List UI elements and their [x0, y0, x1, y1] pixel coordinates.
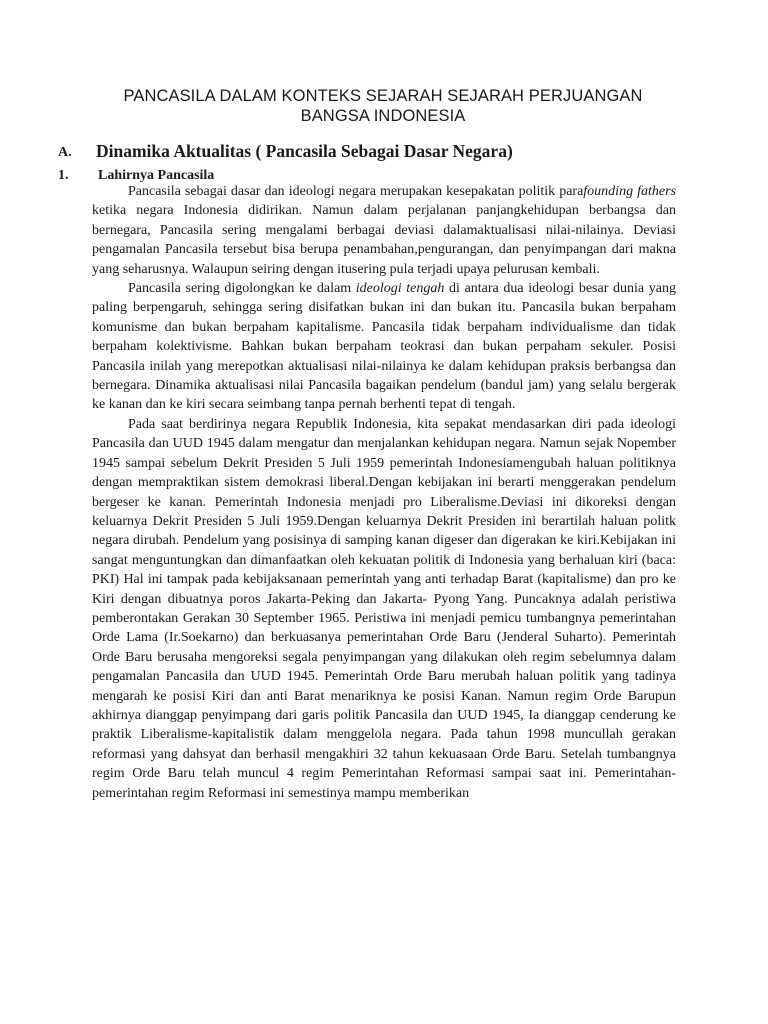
subsection-title: Lahirnya Pancasila: [98, 168, 215, 183]
paragraph-1: [92, 182, 676, 279]
section-number: A.: [58, 145, 72, 160]
paragraph-1-text-a: Pancasila sebagai dasar dan ideologi negara merupakan kesepakatan politik para: [128, 184, 584, 199]
paragraph-2: [92, 279, 676, 415]
section-title: Dinamika Aktualitas ( Pancasila Sebagai Dasar Negara): [96, 141, 513, 161]
document-title: [90, 86, 676, 126]
body-text: [92, 182, 676, 803]
paragraph-3: Pada saat berdirinya negara Republik Indonesia, kita sepakat mendasarkan diri pada ideologi Pancasila dan UUD 1945 dalam mengatur dan menjalankan kehidupan negara. Namun sejak Nopember 1945 sampai sebelum Dekrit Presiden 5 Juli 1959 pemerintah Indonesiamengubah haluan politiknya dengan mempraktikan sistem demokrasi liberal.Dengan kebijakan ini berarti menggerakan pendelum bergeser ke kanan. Pemerintah Indonesia menjadi pro Liberalisme.Deviasi ini dikoreksi dengan keluarnya Dekrit Presiden 5 Juli 1959.Dengan keluarnya Dekrit Presiden ini berartilah haluan politk negara dirubah. Pendelum yang posisinya di samping kanan digeser dan digerakan ke kiri.Kebijakan ini sangat menguntungkan dan dimanfaatkan oleh kekuatan politik di Indonesia yang berhaluan kiri (baca: PKI) Hal ini tampak pada kebijaksanaan pemerintah yang anti terhadap Barat (kapitalisme) dan pro ke Kiri dengan dibuatnya poros Jakarta-Peking dan Jakarta- Pyong Yang. Puncaknya adalah peristiwa pemberontakan Gerakan 30 September 1965. Peristiwa ini menjadi pemicu tumbangnya pemerintahan Orde Lama (Ir.Soekarno) dan berkuasanya pemerintahan Orde Baru (Jenderal Suharto). Pemerintah Orde Baru berusaha mengoreksi segala penyimpangan yang dilakukan oleh regim sebelumnya dalam pengamalan Pancasila dan UUD 1945. Pemerintah Orde Baru merubah haluan politik yang tadinya mengarah ke posisi Kiri dan anti Barat menariknya ke posisi Kanan. Namun regim Orde Barupun akhirnya dianggap penyimpang dari garis politik Pancasila dan UUD 1945, Ia dianggap cenderung ke praktik Liberalisme-kapitalistik dalam menggelola negara. Pada tahun 1998 muncullah gerakan reformasi yang dahsyat dan berhasil mengakhiri 32 tahun kekuasaan Orde Baru. Setelah tumbangnya regim Orde Baru telah muncul 4 regim Pemerintahan Reformasi sampai saat ini. Pemerintahan-pemerintahan regim Reformasi ini semestinya mampu memberikan: [92, 416, 676, 801]
paragraph-1-italic-term: founding fathers: [583, 184, 676, 199]
document-title-line-2: BANGSA INDONESIA: [300, 107, 466, 125]
document-title-line-1: PANCASILA DALAM KONTEKS SEJARAH SEJARAH PERJUANGAN: [123, 87, 643, 105]
subsection-number: 1.: [58, 168, 69, 183]
paragraph-1-text-b: ketika negara Indonesia didirikan. Namun dalam perjalanan panjangkehidupan berbangsa dan bernegara, Pancasila sering mengalami berbagai deviasi dalamaktualisasi nilai-nilainya. Deviasi pengamalan Pancasila tersebut bisa berupa penambahan,pengurangan, dan penyimpangan dari makna yang seharusnya. Walaupun seiring dengan itusering pula terjadi upaya pelurusan kembali.: [92, 203, 676, 277]
paragraph-2-text-b: di antara dua ideologi besar dunia yang paling berpengaruh, sehingga sering disifatkan bukan ini dan bukan itu. Pancasila bukan berpaham komunisme dan bukan berpaham kapitalisme. Pancasila tidak berpaham individualisme dan tidak berpaham kolektivisme. Bahkan bukan berpaham teokrasi dan bukan perpaham sekuler. Posisi Pancasila inilah yang merepotkan aktualisasi nilai-nilainya ke dalam kehidupan praksis berbangsa dan bernegara. Dinamika aktualisasi nilai Pancasila bagaikan pendelum (bandul jam) yang selalu bergerak ke kanan dan ke kiri secara seimbang tanpa pernah berhenti tepat di tengah.: [92, 281, 676, 413]
paragraph-2-text-a: Pancasila sering digolongkan ke dalam: [128, 281, 356, 297]
paragraph-2-italic-term: ideologi tengah: [355, 281, 445, 297]
